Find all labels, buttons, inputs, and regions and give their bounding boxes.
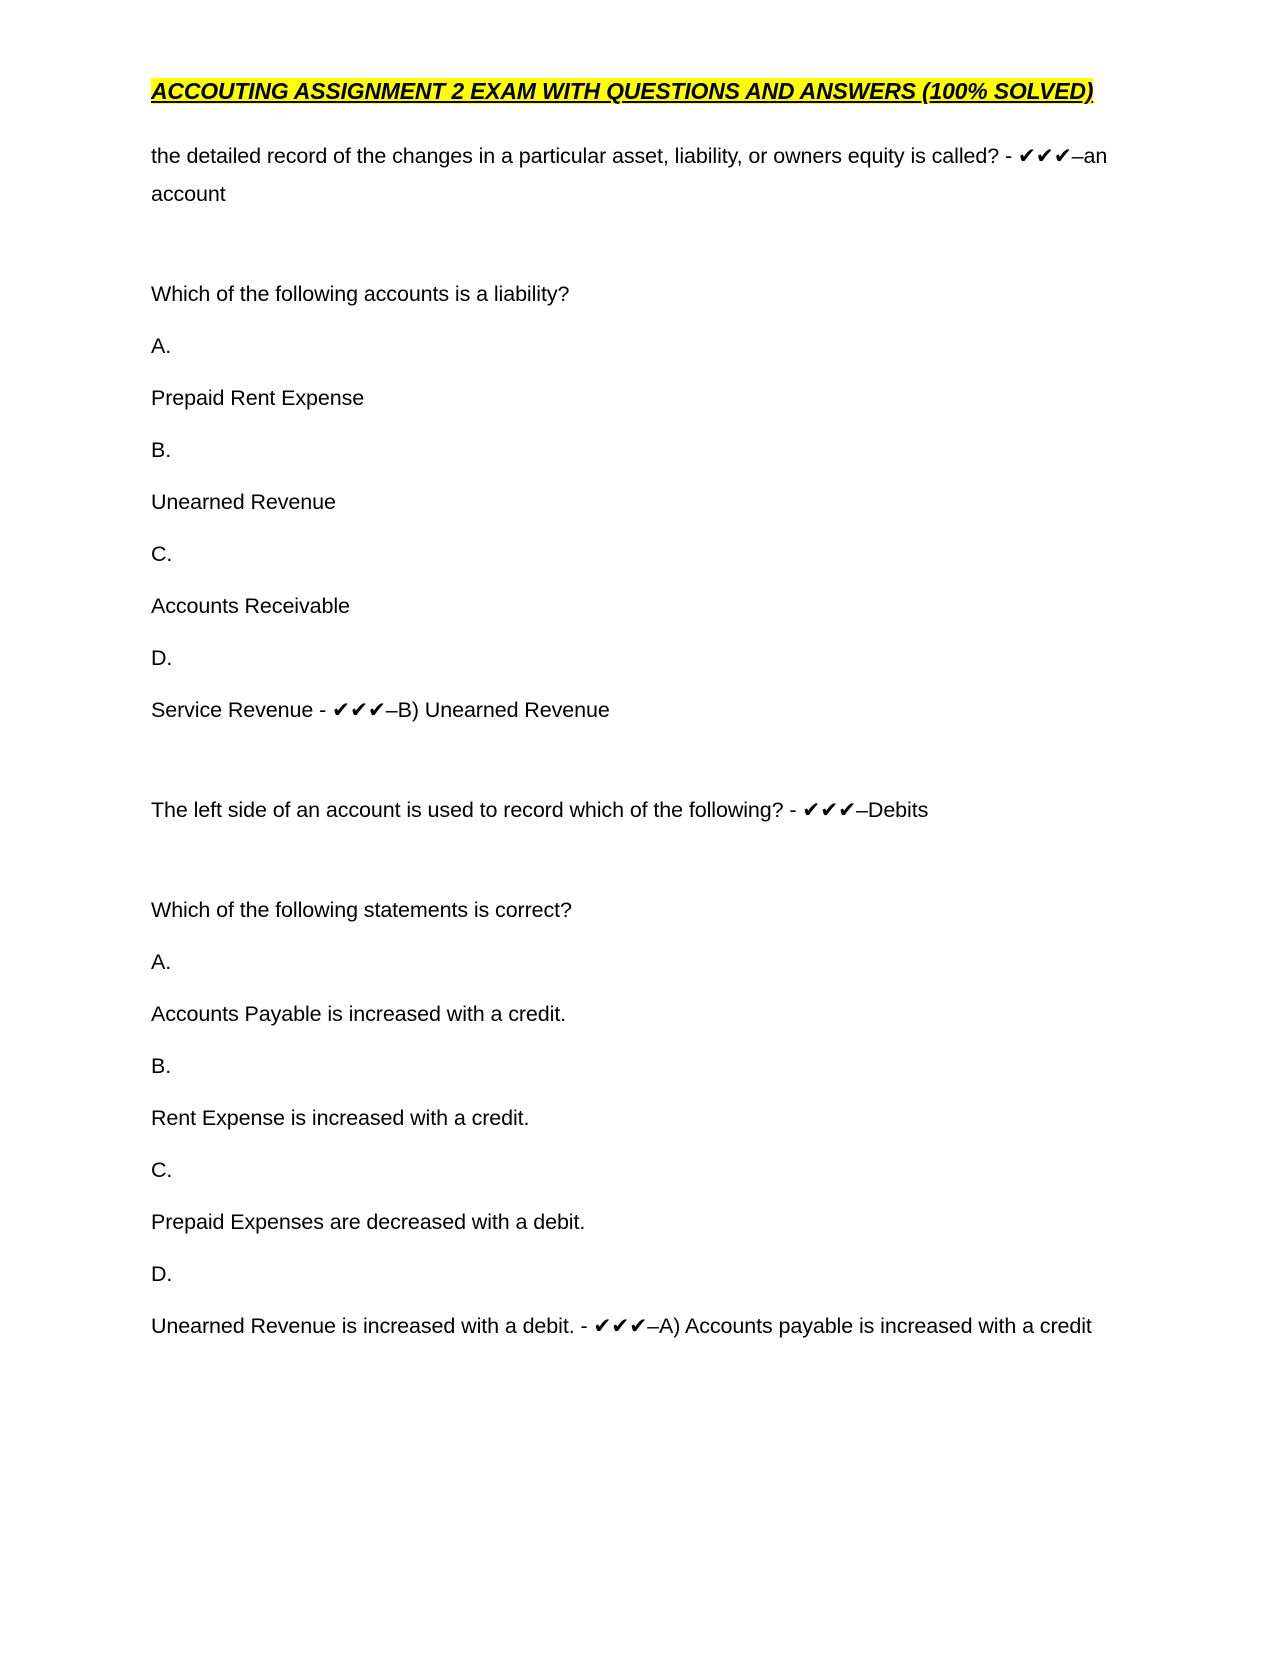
- q2-option-a-text: Prepaid Rent Expense: [151, 386, 365, 410]
- document-title: [151, 74, 1121, 109]
- q4-option-a-label: A.: [151, 950, 172, 974]
- q4-option-c-text: Prepaid Expenses are decreased with a debit.: [151, 1210, 586, 1234]
- q4-option-a-text: Accounts Payable is increased with a credit.: [151, 1002, 567, 1026]
- q4-option-b-text: Rent Expense is increased with a credit.: [151, 1106, 530, 1130]
- question-2: Which of the following accounts is a liability?: [151, 282, 570, 306]
- question-3: The left side of an account is used to record which of the following? - ✔✔✔–Debits: [151, 798, 929, 822]
- q4-option-d-text: Unearned Revenue is increased with a debit. - ✔✔✔–A) Accounts payable is increased with a credit: [151, 1314, 1092, 1338]
- q2-option-c-label: C.: [151, 542, 173, 566]
- q2-option-a-label: A.: [151, 334, 172, 358]
- q2-option-d-text: Service Revenue - ✔✔✔–B) Unearned Revenue: [151, 698, 610, 722]
- q4-option-d-label: D.: [151, 1262, 173, 1286]
- q2-option-d-label: D.: [151, 646, 173, 670]
- q4-option-c-label: C.: [151, 1158, 173, 1182]
- q2-option-c-text: Accounts Receivable: [151, 594, 350, 618]
- q2-option-b-text: Unearned Revenue: [151, 490, 336, 514]
- question-4: Which of the following statements is correct?: [151, 898, 572, 922]
- question-1: the detailed record of the changes in a particular asset, liability, or owners equity is called? - ✔✔✔–an account: [151, 144, 1108, 206]
- q2-option-b-label: B.: [151, 438, 172, 462]
- q4-option-b-label: B.: [151, 1054, 172, 1078]
- document-body: [151, 74, 1121, 1345]
- title-highlight: ACCOUTING ASSIGNMENT 2 EXAM WITH QUESTIONS AND ANSWERS (100% SOLVED): [151, 78, 1094, 104]
